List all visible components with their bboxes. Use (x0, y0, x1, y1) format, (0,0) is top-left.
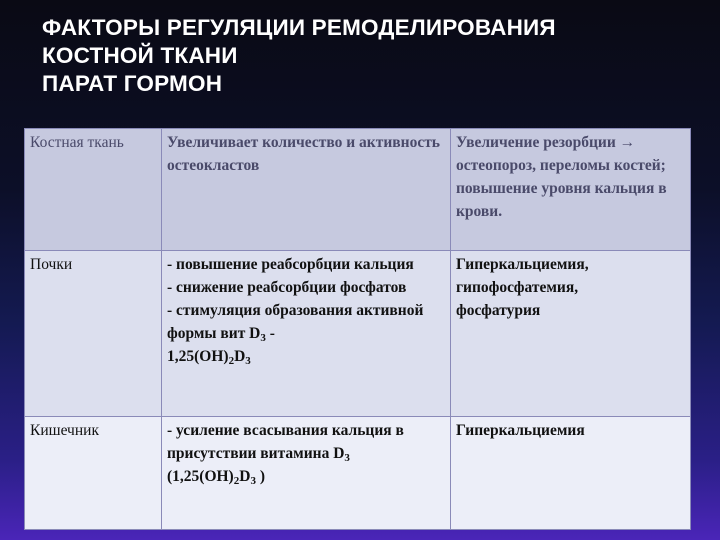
formula-text: 1,25(ОН) (167, 348, 229, 365)
subscript: 3 (344, 452, 350, 464)
result-text: Увеличение резорбции → остеопороз, переломы костей; повышение уровня кальция в крови. (456, 134, 667, 220)
effect-line (167, 299, 445, 345)
result-cell (451, 251, 691, 417)
formula-text: ) (255, 468, 265, 485)
regulation-table (24, 128, 691, 530)
organ-cell (25, 251, 162, 417)
effect-text: - стимуляция образования активной формы вит D (167, 302, 424, 342)
formula-text: D (234, 348, 246, 365)
effect-cell (162, 129, 451, 251)
organ-label: Костная ткань (30, 134, 124, 151)
effect-line: - повышение реабсорбции кальция (167, 256, 414, 273)
effect-text: Увеличивает количество и активность остеокластов (167, 134, 441, 174)
formula-text: D (239, 468, 251, 485)
subscript: 2 (228, 355, 235, 367)
table-row-bone (25, 129, 691, 251)
organ-label: Почки (30, 256, 73, 273)
title-line-2: КОСТНОЙ ТКАНИ (42, 43, 238, 68)
organ-cell (25, 417, 162, 530)
slide-title (42, 14, 702, 98)
effect-line: - снижение реабсорбции фосфатов (167, 279, 407, 296)
organ-label: Кишечник (30, 422, 99, 439)
formula-text: (1,25(ОН) (167, 468, 234, 485)
subscript: 2 (233, 475, 240, 487)
table-row-kidneys (25, 251, 691, 417)
result-cell (451, 417, 691, 530)
effect-text: - (265, 325, 275, 342)
effect-cell (162, 417, 451, 530)
title-line-3: ПАРАТ ГОРМОН (42, 71, 223, 96)
subscript: 3 (245, 355, 251, 367)
result-text: Гиперкальциемия (456, 422, 585, 439)
result-text: Гиперкальциемия, гипофосфатемия, фосфатурия (456, 256, 589, 319)
result-cell (451, 129, 691, 251)
effect-text: - усиление всасывания кальция в присутствии витамина D (167, 422, 404, 462)
organ-cell (25, 129, 162, 251)
title-line-1: ФАКТОРЫ РЕГУЛЯЦИИ РЕМОДЕЛИРОВАНИЯ (42, 15, 556, 40)
subscript: 3 (260, 332, 266, 344)
effect-line (167, 345, 445, 368)
effect-cell (162, 251, 451, 417)
subscript: 3 (250, 475, 256, 487)
effect-line (167, 465, 445, 488)
table-row-intestine (25, 417, 691, 530)
